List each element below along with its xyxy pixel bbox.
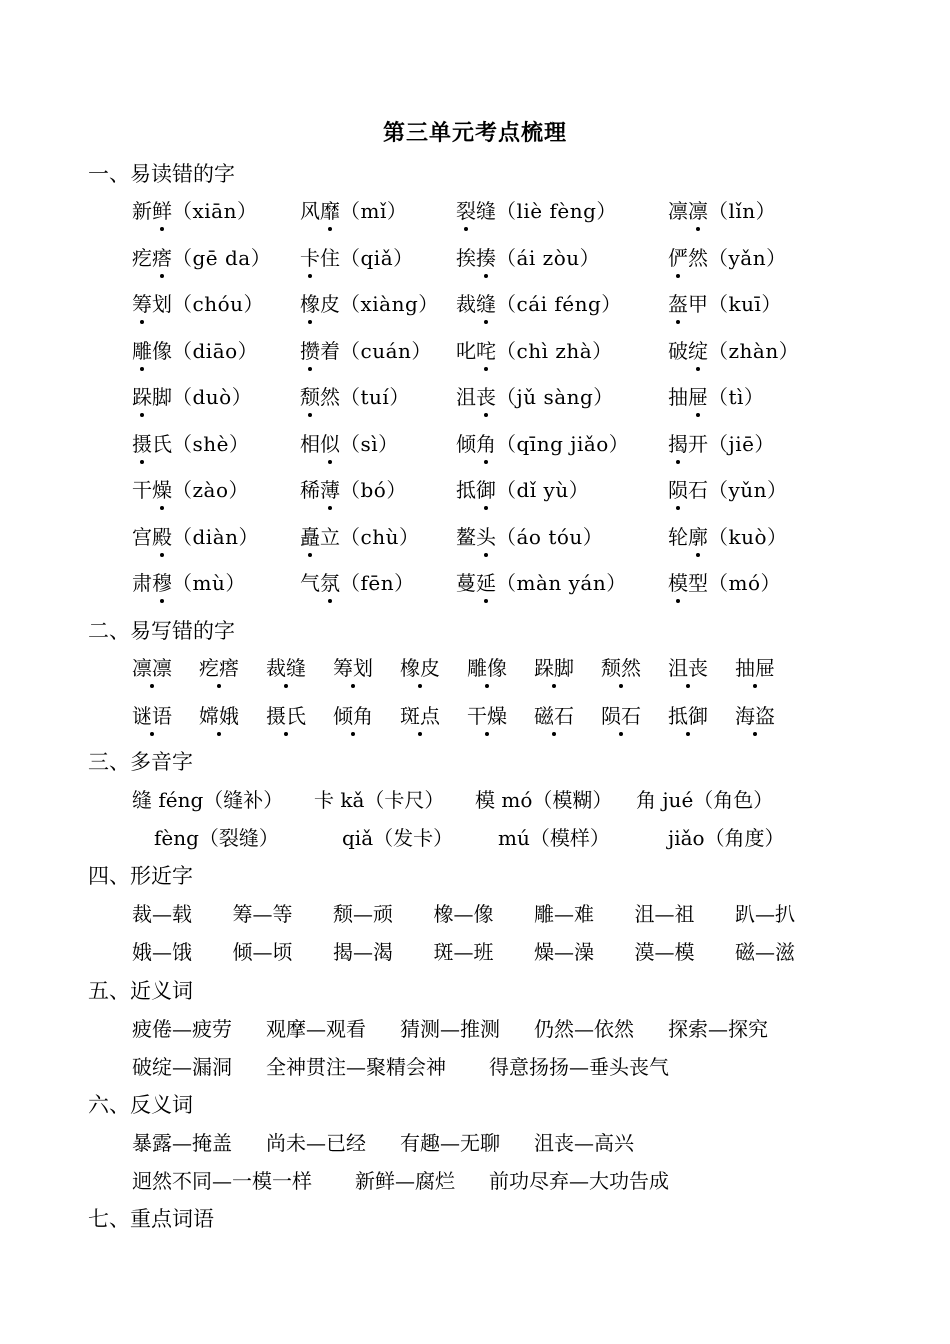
reading-pinyin: （jǔ sàng） [496,385,614,409]
reading-char: 风 [300,199,320,223]
reading-char: 缝 [476,199,496,223]
reading-char: 橡 [300,288,320,317]
reading-item [300,428,399,457]
section-heading-5: 五、近义词 [88,979,193,1003]
reading-item [456,195,617,224]
reading-pinyin: （mó） [708,571,782,595]
reading-char: 绽 [688,335,708,364]
reading-char: 抵 [456,478,476,502]
reading-char: 叱 [456,339,476,363]
reading-char: 摄 [132,428,152,457]
writing-word: 筹划 [333,652,373,681]
reading-item [456,288,622,317]
reading-item [300,567,415,596]
reading-char: 颓 [300,381,320,410]
similar-pair: 裁—载 [132,902,192,926]
similar-pair: 倾—顷 [232,940,293,964]
reading-char: 脚 [152,385,172,409]
reading-char: 裂 [456,195,476,224]
antonym-pair: 尚未—已经 [266,1131,366,1155]
reading-pinyin: （xiān） [172,199,258,223]
polyphone-item: jiǎo（角度） [668,826,785,850]
reading-char: 卡 [300,242,320,271]
writing-word: 谜语 [132,700,172,729]
antonym-pair: 暴露—掩盖 [132,1131,232,1155]
reading-char: 划 [152,292,172,316]
reading-char: 穆 [152,567,172,596]
reading-item [300,335,432,364]
writing-word: 嫦娥 [199,700,239,729]
reading-char: 稀 [300,478,320,502]
reading-char: 裁 [456,292,476,316]
reading-item [668,521,788,550]
reading-pinyin: （lǐn） [708,199,777,223]
reading-pinyin: （mù） [172,571,246,595]
reading-char: 俨 [668,242,688,271]
reading-char: 模 [668,567,688,596]
reading-item [668,335,799,364]
reading-row [0,428,950,460]
reading-pinyin: （ái zòu） [496,246,601,270]
reading-char: 鲜 [152,195,172,224]
reading-item [132,567,246,596]
reading-pinyin: （gē da） [172,246,272,270]
similar-pair: 沮—祖 [634,902,695,926]
reading-pinyin: （diàn） [172,525,260,549]
reading-pinyin: （cuán） [340,339,432,363]
reading-char: 型 [688,571,708,595]
writing-word: 沮丧 [668,652,708,681]
reading-pinyin: （shè） [172,432,250,456]
antonym-pair: 新鲜—腐烂 [355,1169,455,1193]
reading-pinyin: （qiǎ） [340,246,414,270]
reading-item [132,335,258,364]
reading-char: 瘩 [152,242,172,271]
writing-word: 陨石 [601,700,641,729]
reading-char: 住 [320,246,340,270]
reading-char: 鳌 [456,525,476,549]
reading-char: 气 [300,571,320,595]
reading-char: 揍 [476,242,496,271]
reading-pinyin: （màn yán） [496,571,627,595]
reading-row [0,195,950,227]
reading-pinyin: （jiē） [708,432,775,456]
writing-row [132,652,832,684]
reading-pinyin: （chóu） [172,292,265,316]
reading-item [668,567,781,596]
writing-word: 抽屉 [735,652,775,681]
reading-pinyin: （liè fèng） [496,199,617,223]
section-heading-2: 二、易写错的字 [88,619,235,643]
writing-word: 抵御 [668,700,708,729]
reading-char: 相 [300,432,320,456]
writing-word: 倾角 [333,700,373,729]
antonym-pair: 前功尽弃—大功告成 [489,1169,669,1193]
reading-char: 肃 [132,571,152,595]
synonym-pair: 全神贯注—聚精会神 [266,1055,446,1079]
synonym-pair: 探索—探究 [668,1017,768,1041]
synonym-pair: 疲倦—疲劳 [132,1017,232,1041]
reading-item [456,474,589,503]
section-heading-7: 七、重点词语 [88,1207,214,1231]
reading-row [0,567,950,599]
reading-item [668,474,788,503]
reading-char: 矗 [300,521,320,550]
reading-char: 轮 [668,525,688,549]
antonym-pair: 迥然不同—一模一样 [132,1169,312,1193]
synonym-pair: 猜测—推测 [400,1017,500,1041]
reading-item [300,381,410,410]
reading-item [668,428,775,457]
reading-char: 开 [688,432,708,456]
polyphone-item: qiǎ（发卡） [342,826,454,850]
similar-pair: 斑—班 [433,940,494,964]
reading-char: 御 [476,474,496,503]
synonym-pair: 仍然—依然 [534,1017,634,1041]
similar-pair: 娥—饿 [132,940,192,964]
reading-char: 燥 [152,474,172,503]
reading-char: 着 [320,339,340,363]
writing-word: 疙瘩 [199,652,239,681]
synonym-pair: 得意扬扬—垂头丧气 [489,1055,669,1079]
reading-char: 然 [320,385,340,409]
reading-item [132,521,259,550]
reading-char: 石 [688,478,708,502]
reading-item [456,381,614,410]
writing-word: 雕像 [467,652,507,681]
similar-pair: 漠—模 [634,940,695,964]
reading-item [300,288,439,317]
reading-char: 靡 [320,195,340,224]
reading-char: 揭 [668,428,688,457]
reading-char: 疙 [132,246,152,270]
similar-row [132,936,832,968]
reading-char: 立 [320,525,340,549]
reading-char: 陨 [668,474,688,503]
similar-pair: 揭—渴 [333,940,393,964]
reading-pinyin: （duò） [172,385,253,409]
reading-item [668,242,787,271]
writing-word: 磁石 [534,700,574,729]
reading-pinyin: （xiàng） [340,292,439,316]
writing-word: 橡皮 [400,652,440,681]
reading-char: 挨 [456,246,476,270]
writing-word: 海盗 [735,700,775,729]
reading-char: 咤 [476,335,496,364]
reading-char: 破 [668,339,688,363]
reading-char: 皮 [320,292,340,316]
reading-item [132,195,257,224]
reading-pinyin: （áo tóu） [496,525,604,549]
reading-item [456,335,613,364]
reading-char: 蔓 [456,571,476,595]
writing-word: 摄氏 [266,700,306,729]
reading-char: 盔 [668,288,688,317]
reading-item [300,521,419,550]
reading-char: 延 [476,567,496,596]
reading-item [456,521,603,550]
similar-pair: 筹—等 [232,902,293,926]
reading-char: 像 [152,339,172,363]
writing-word: 裁缝 [266,652,306,681]
reading-char: 角 [476,428,496,457]
similar-pair: 燥—澡 [534,940,594,964]
reading-char: 氏 [152,432,172,456]
reading-pinyin: （diāo） [172,339,259,363]
reading-char: 薄 [320,474,340,503]
antonym-pair: 有趣—无聊 [400,1131,500,1155]
page-title: 第三单元考点梳理 [382,120,567,146]
reading-row [0,521,950,553]
reading-pinyin: （chì zhà） [496,339,613,363]
reading-item [132,474,249,503]
similar-pair: 趴—扒 [735,902,795,926]
reading-char: 抽 [668,385,688,409]
writing-word: 干燥 [467,700,507,729]
polyphone-item: 卡 kǎ（卡尺） [314,788,445,812]
reading-row [0,335,950,367]
reading-item [300,195,407,224]
reading-item [132,428,249,457]
reading-char: 似 [320,428,340,457]
reading-char: 筹 [132,288,152,317]
reading-pinyin: （dǐ yù） [496,478,590,502]
reading-item [668,195,776,224]
reading-char: 然 [688,246,708,270]
reading-row [0,288,950,320]
reading-item [300,474,407,503]
antonym-pair: 沮丧—高兴 [534,1131,634,1155]
writing-word: 颓然 [601,652,641,681]
reading-char: 干 [132,478,152,502]
reading-item [456,428,629,457]
reading-char: 殿 [152,521,172,550]
writing-word: 跺脚 [534,652,574,681]
writing-word: 凛凛 [132,652,172,681]
reading-char: 新 [132,199,152,223]
reading-row [0,381,950,413]
similar-pair: 雕—难 [534,902,594,926]
writing-row [132,700,832,732]
reading-char: 缝 [476,288,496,317]
reading-pinyin: （chù） [340,525,420,549]
reading-char: 倾 [456,432,476,456]
polyphone-item: fèng（裂缝） [154,826,279,850]
reading-pinyin: （bó） [340,478,407,502]
reading-item [300,242,414,271]
reading-char: 氛 [320,567,340,596]
reading-char: 攒 [300,335,320,364]
synonym-pair: 观摩—观看 [266,1017,366,1041]
reading-item [668,381,764,410]
reading-item [668,288,782,317]
reading-char: 雕 [132,335,152,364]
reading-char: 屉 [688,381,708,410]
section-heading-6: 六、反义词 [88,1093,193,1117]
section-heading-1: 一、易读错的字 [88,162,235,186]
reading-row [0,474,950,506]
reading-item [456,242,600,271]
polyphone-item: 模 mó（模糊） [475,788,613,812]
reading-pinyin: （cái féng） [496,292,622,316]
reading-row [0,242,950,274]
reading-char: 甲 [688,292,708,316]
section-heading-3: 三、多音字 [88,750,193,774]
reading-pinyin: （tuí） [340,385,410,409]
polyphone-item: 缝 féng（缝补） [132,788,284,812]
reading-pinyin: （mǐ） [340,199,408,223]
polyphone-item: mú（模样） [498,826,610,850]
reading-pinyin: （sì） [340,432,399,456]
reading-pinyin: （fēn） [340,571,415,595]
reading-char: 廓 [688,521,708,550]
reading-char: 沮 [456,385,476,409]
synonym-pair: 破绽—漏洞 [132,1055,232,1079]
similar-row [132,898,832,930]
reading-char: 凛 [688,195,708,224]
similar-pair: 颓—顽 [333,902,393,926]
similar-pair: 橡—像 [433,902,494,926]
reading-item [132,381,252,410]
reading-item [132,242,271,271]
similar-pair: 磁—滋 [735,940,795,964]
reading-item [456,567,627,596]
reading-char: 跺 [132,381,152,410]
reading-char: 凛 [668,199,688,223]
section-heading-4: 四、形近字 [88,864,193,888]
reading-char: 头 [476,521,496,550]
reading-pinyin: （kuī） [708,292,782,316]
polyphone-item: 角 jué（角色） [636,788,774,812]
reading-pinyin: （yǎn） [708,246,787,270]
reading-pinyin: （qīng jiǎo） [496,432,630,456]
reading-pinyin: （yǔn） [708,478,788,502]
reading-pinyin: （zhàn） [708,339,800,363]
reading-pinyin: （tì） [708,385,765,409]
reading-item [132,288,264,317]
reading-pinyin: （kuò） [708,525,788,549]
writing-word: 斑点 [400,700,440,729]
reading-char: 宫 [132,525,152,549]
reading-char: 丧 [476,381,496,410]
reading-pinyin: （zào） [172,478,250,502]
